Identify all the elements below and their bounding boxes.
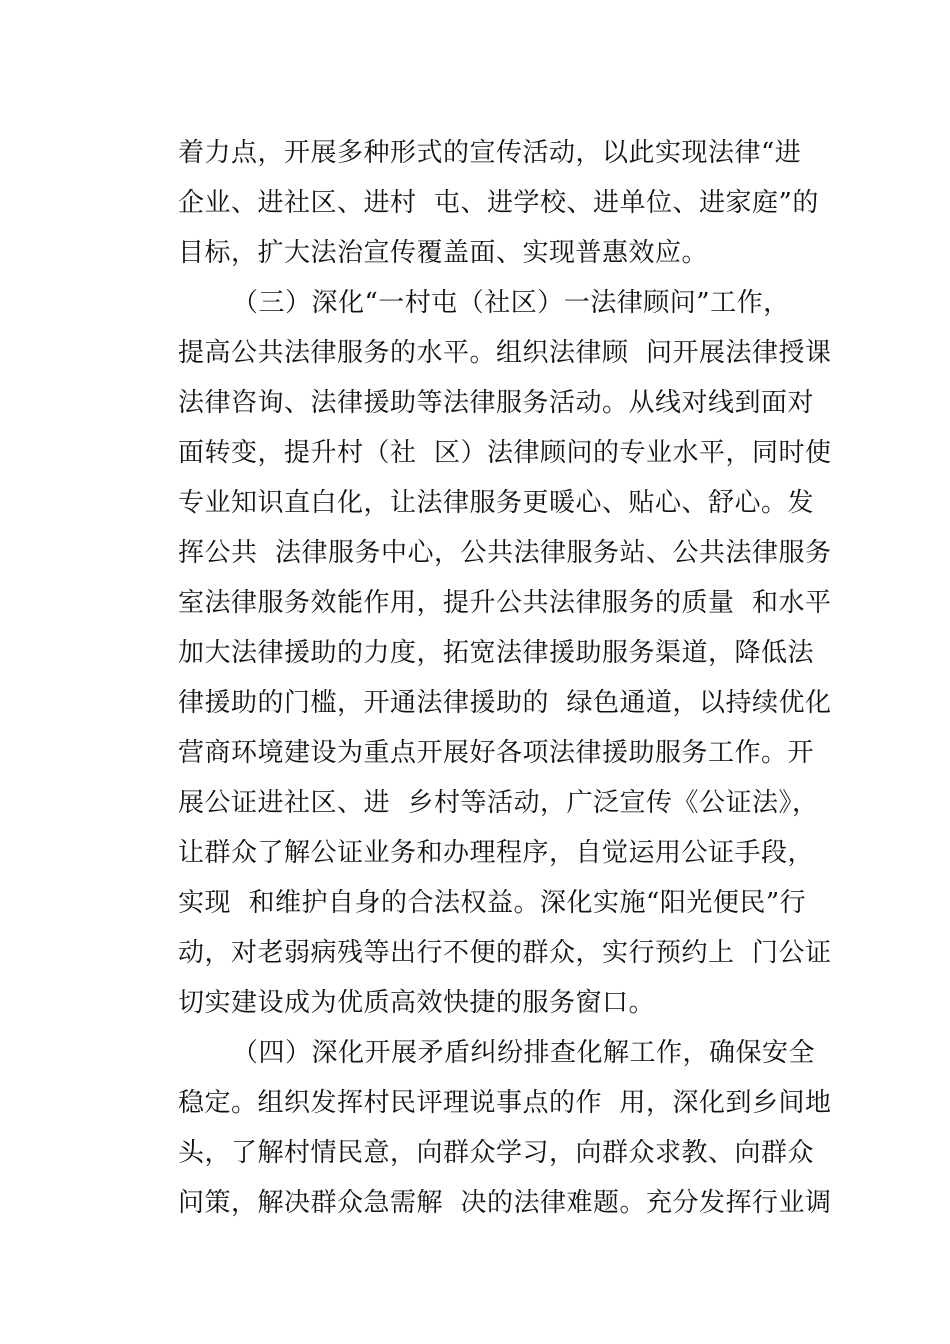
paragraph-line: 稳定。组织发挥村民评理说事点的作 用，深化到乡间地 [178, 1088, 832, 1118]
paragraph-line: 头，了解村情民意，向群众学习，向群众求教、向群众 [178, 1138, 815, 1168]
paragraph-line: （四）深化开展矛盾纠纷排查化解工作，确保安全 [232, 1038, 816, 1068]
paragraph-line: 室法律服务效能作用，提升公共法律服务的质量 和水平 [178, 588, 832, 618]
paragraph-line: 企业、进社区、进村 屯、进学校、进单位、进家庭”的 [178, 188, 819, 218]
paragraph-line: 目标，扩大法治宣传覆盖面、实现普惠效应。 [178, 238, 709, 268]
paragraph-line: 专业知识直白化，让法律服务更暖心、贴心、舒心。发 [178, 488, 815, 518]
paragraph-line: 着力点，开展多种形式的宣传活动，以此实现法律“进 [178, 138, 802, 168]
paragraph-line: 提高公共法律服务的水平。组织法律顾 问开展法律授课 [178, 338, 832, 368]
paragraph-line: 问策，解决群众急需解 决的法律难题。充分发挥行业调 [178, 1188, 832, 1218]
paragraph-line: 展公证进社区、进 乡村等活动，广泛宣传《公证法》， [178, 788, 819, 818]
paragraph-line: 律援助的门槛，开通法律援助的 绿色通道，以持续优化 [178, 688, 832, 718]
paragraph-line: 动，对老弱病残等出行不便的群众，实行预约上 门公证 [178, 938, 832, 968]
paragraph-line: 切实建设成为优质高效快捷的服务窗口。 [178, 988, 656, 1018]
paragraph-line: 法律咨询、法律援助等法律服务活动。从线对线到面对 [178, 388, 815, 418]
paragraph-line: （三）深化“一村屯（社区）一法律顾问”工作， [232, 288, 790, 318]
paragraph-line: 让群众了解公证业务和办理程序，自觉运用公证手段， [178, 838, 815, 868]
paragraph-line: 面转变，提升村（社 区）法律顾问的专业水平，同时使 [178, 438, 832, 468]
paragraph-line: 加大法律援助的力度，拓宽法律援助服务渠道，降低法 [178, 638, 815, 668]
paragraph-line: 实现 和维护自身的合法权益。深化实施“阳光便民”行 [178, 888, 807, 918]
paragraph-line: 营商环境建设为重点开展好各项法律援助服务工作。开 [178, 738, 815, 768]
paragraph-line: 挥公共 法律服务中心，公共法律服务站、公共法律服务 [178, 538, 832, 568]
